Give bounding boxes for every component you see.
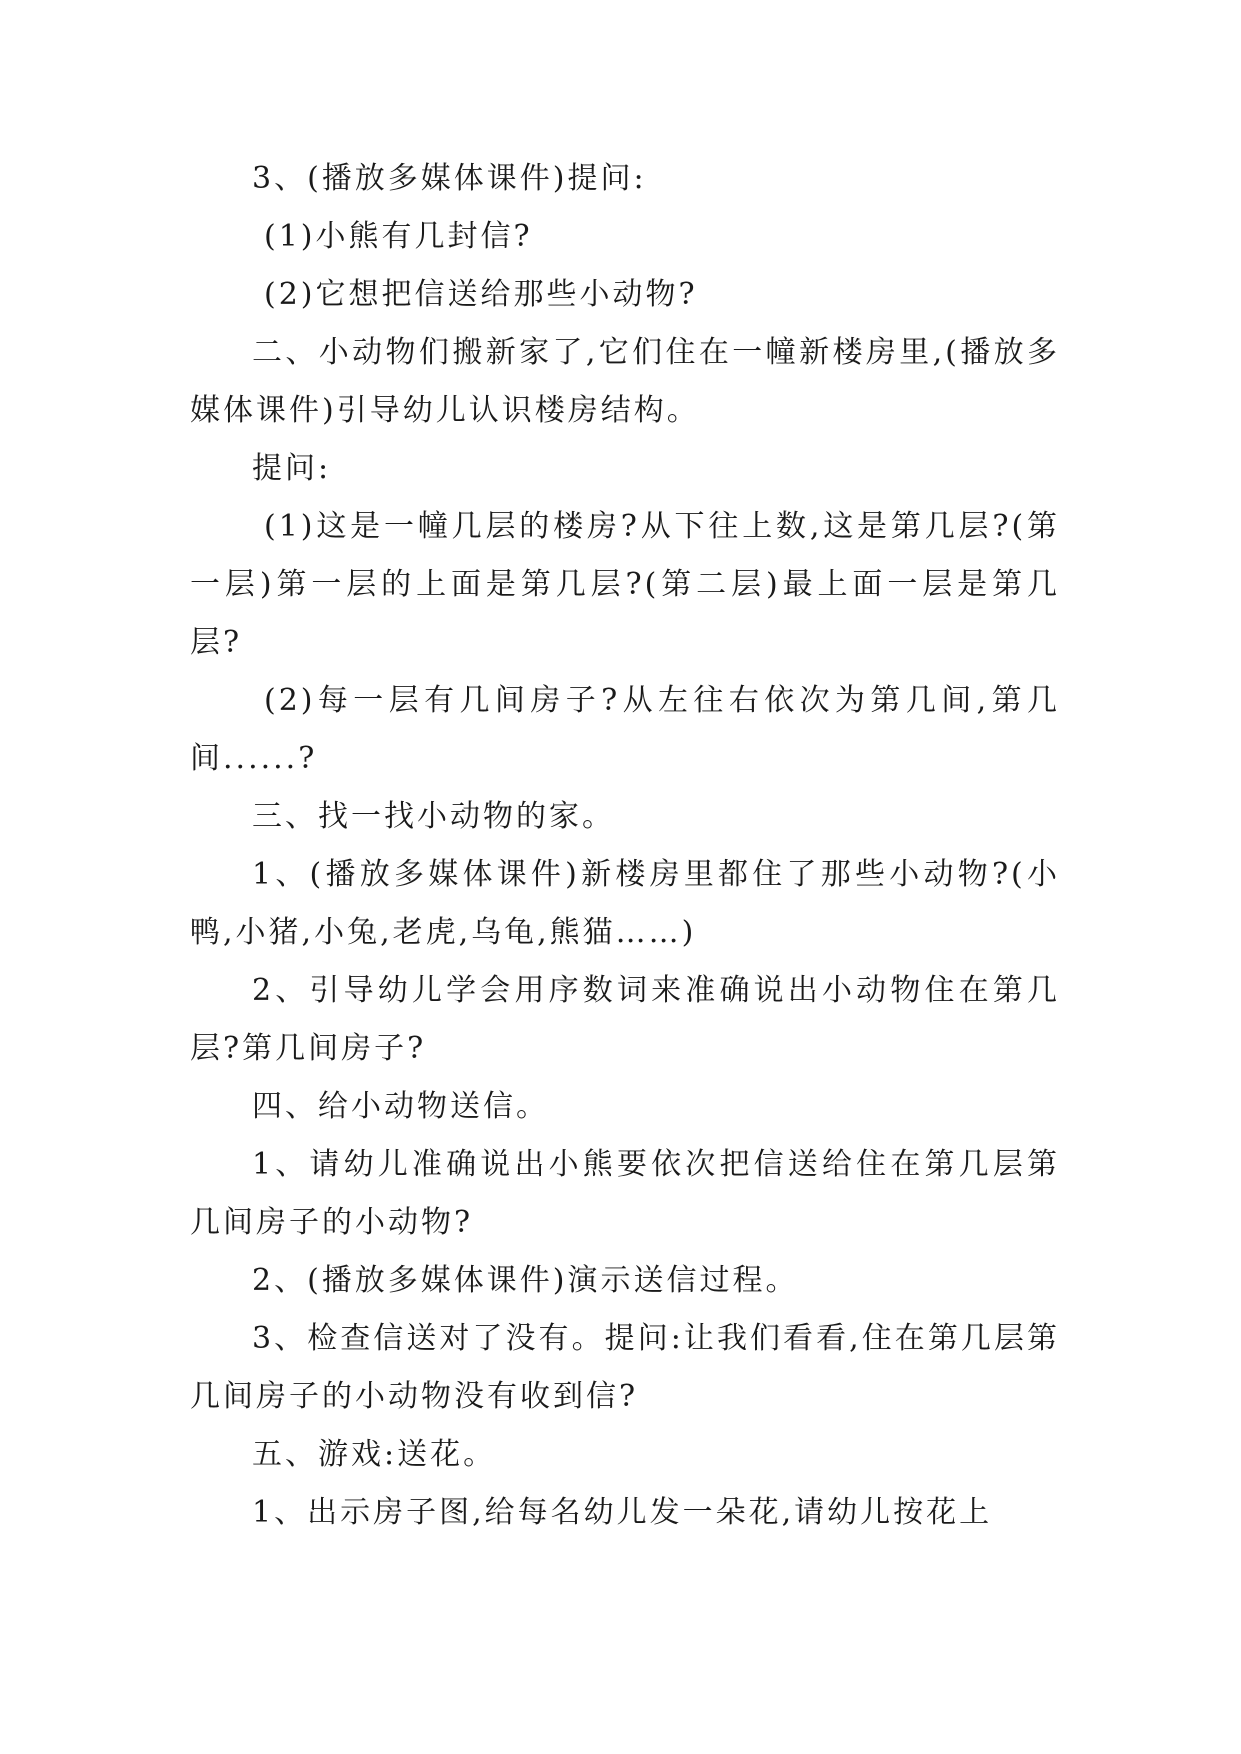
paragraph-floor-question-1: (1)这是一幢几层的楼房?从下往上数,这是第几层?(第一层)第一层的上面是第几层?(第二层)最上面一层是第几层? xyxy=(190,509,1060,660)
document-body xyxy=(190,150,1060,1542)
paragraph-section-2: 二、小动物们搬新家了,它们住在一幢新楼房里,(播放多媒体课件)引导幼儿认识楼房结构。 xyxy=(190,335,1060,428)
paragraph-step-check: 3、检查信送对了没有。提问:让我们看看,住在第几层第几间房子的小动物没有收到信? xyxy=(190,1321,1060,1414)
paragraph-floor-question-2: (2)每一层有几间房子?从左往右依次为第几间,第几间......? xyxy=(190,683,1060,776)
paragraph-section-5: 五、游戏:送花。 xyxy=(252,1437,497,1472)
paragraph-step-3-question: 3、(播放多媒体课件)提问: xyxy=(252,161,647,196)
paragraph-section-4: 四、给小动物送信。 xyxy=(252,1089,549,1124)
paragraph-section-3: 三、找一找小动物的家。 xyxy=(252,799,615,834)
paragraph-ask: 提问: xyxy=(252,451,332,486)
paragraph-step-deliver: 1、请幼儿准确说出小熊要依次把信送给住在第几层第几间房子的小动物? xyxy=(190,1147,1060,1240)
paragraph-step-flowers: 1、出示房子图,给每名幼儿发一朵花,请幼儿按花上 xyxy=(252,1495,993,1530)
paragraph-step-demo: 2、(播放多媒体课件)演示送信过程。 xyxy=(252,1263,799,1298)
paragraph-question-1: (1)小熊有几封信? xyxy=(264,219,533,254)
paragraph-step-animals: 1、(播放多媒体课件)新楼房里都住了那些小动物?(小鸭,小猪,小兔,老虎,乌龟,熊猫……) xyxy=(190,857,1060,950)
paragraph-step-ordinal: 2、引导幼儿学会用序数词来准确说出小动物住在第几层?第几间房子? xyxy=(190,973,1060,1066)
paragraph-question-2: (2)它想把信送给那些小动物? xyxy=(264,277,698,312)
